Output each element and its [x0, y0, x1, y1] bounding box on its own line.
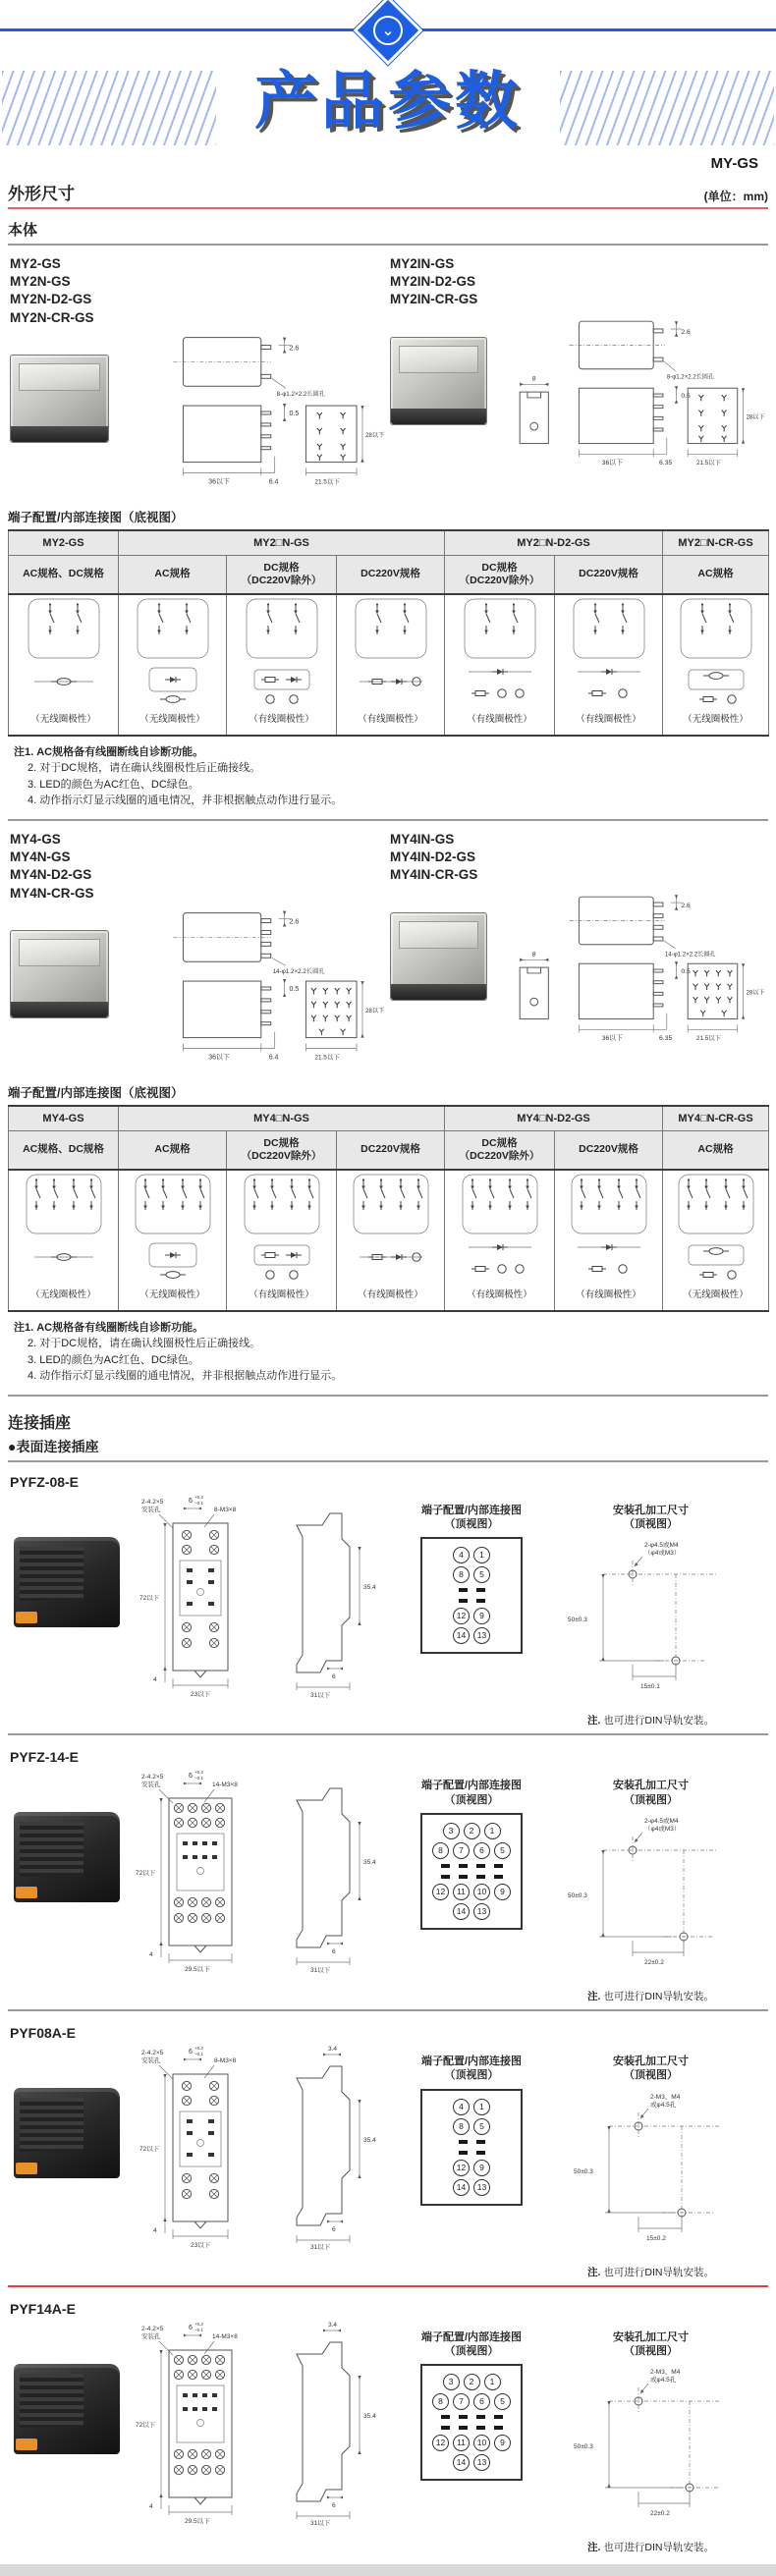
svg-text:6.4: 6.4 [268, 478, 279, 486]
svg-text:50±0.3: 50±0.3 [574, 2443, 593, 2451]
svg-text:+0.2: +0.2 [194, 2321, 203, 2327]
terminal-diagram [420, 1813, 523, 1930]
my2-dimension-drawing [113, 329, 388, 498]
terminal-number: 2 [464, 1823, 480, 1839]
pyf14ae-front-drawing [126, 2317, 273, 2528]
model-name: MY2N-GS [10, 274, 71, 290]
svg-text:31以下: 31以下 [310, 1691, 331, 1699]
my2in-model-list [388, 251, 768, 311]
svg-text:28以下: 28以下 [746, 412, 765, 420]
pyf08ae-front-drawing [126, 2041, 273, 2252]
svg-text:22±0.2: 22±0.2 [644, 1958, 664, 1966]
my4-table-caption: 端子配置/内部连接图（底视图） [8, 1085, 184, 1100]
model-name: MY2IN-CR-GS [390, 292, 478, 307]
polarity-caption: （有线圈极性） [227, 711, 337, 736]
svg-text:8-φ1.2×2.2长圆孔: 8-φ1.2×2.2长圆孔 [666, 373, 715, 381]
model-name: MY4N-D2-GS [10, 867, 92, 883]
svg-text:安装孔: 安装孔 [141, 1506, 161, 1513]
note-line: 2. 对于DC规格，请在确认线圈极性后正确接线。 [28, 762, 261, 775]
spec-header: AC规格、DC规格 [9, 555, 119, 594]
note-line: 注1. AC规格备有线圈断线自诊断功能。 [14, 1321, 204, 1334]
svg-text:2-φ4.5或M4: 2-φ4.5或M4 [644, 1542, 679, 1550]
svg-text:35.4: 35.4 [363, 1583, 376, 1591]
model-name: MY2-GS [10, 256, 61, 271]
polarity-caption: （有线圈极性） [445, 711, 555, 736]
terminal-diagram-header: 端子配置/内部连接图 （顶视图） [420, 2330, 523, 2357]
polarity-caption: （无线圈极性） [119, 711, 227, 736]
svg-text:2-M3、M4: 2-M3、M4 [650, 2369, 681, 2377]
terminal-number: 1 [473, 2099, 490, 2115]
terminal-number: 7 [453, 1842, 470, 1859]
circuit-diagram [337, 594, 445, 711]
svg-text:0.5: 0.5 [681, 967, 692, 975]
model-name: MY4-GS [10, 831, 61, 847]
svg-text:29.5以下: 29.5以下 [185, 1966, 210, 1974]
svg-text:35.4: 35.4 [363, 2412, 376, 2420]
polarity-caption: （无线圈极性） [9, 1287, 119, 1311]
svg-text:31以下: 31以下 [310, 2519, 331, 2527]
svg-text:8-M3×8: 8-M3×8 [214, 2056, 237, 2064]
my4-relay-photo [10, 930, 109, 1018]
svg-text:22±0.2: 22±0.2 [650, 2510, 670, 2518]
svg-text:6: 6 [189, 1773, 193, 1781]
terminal-number: 8 [453, 1566, 470, 1583]
model-code: MY-GS [710, 155, 758, 172]
spec-header: AC规格 [663, 555, 769, 594]
svg-text:28以下: 28以下 [746, 988, 765, 996]
circuit-diagram [119, 1170, 227, 1287]
circuit-diagram [555, 594, 663, 711]
my4in-dimension-drawing [491, 887, 768, 1056]
pyfz14e-side-drawing [273, 1765, 383, 1976]
pyfz08e-mount-drawing [560, 1535, 727, 1702]
svg-text:72以下: 72以下 [136, 1870, 156, 1878]
polarity-caption: （无线圈极性） [663, 1287, 769, 1311]
circuit-diagram [119, 594, 227, 711]
my2-model-list [8, 251, 388, 329]
relay-group-my2 [8, 251, 768, 498]
terminal-number: 5 [494, 1842, 511, 1859]
svg-text:2-4.2×5: 2-4.2×5 [141, 1498, 164, 1506]
spec-header: DC规格 （DC220V除外） [445, 555, 555, 594]
svg-text:23以下: 23以下 [191, 2241, 211, 2249]
group-header: MY2□N-CR-GS [663, 530, 769, 556]
section-sockets-title: 连接插座 [8, 1414, 72, 1432]
svg-text:6.35: 6.35 [659, 1034, 673, 1042]
svg-text:4: 4 [149, 1951, 153, 1959]
pyf14ae-mount-drawing [560, 2362, 727, 2529]
my4-model-list [8, 827, 388, 904]
svg-text:6: 6 [189, 2048, 193, 2055]
divider [8, 1733, 768, 1735]
socket-block-pyfz08e [8, 1466, 768, 1728]
din-note: 注. 也可进行DIN导轨安装。 [587, 1990, 714, 2002]
svg-text:6: 6 [332, 1672, 336, 1680]
circuit-diagram [663, 1170, 769, 1287]
pyf08ae-photo [14, 2088, 120, 2178]
terminal-number: 9 [494, 2435, 511, 2451]
model-name: MY2N-CR-GS [10, 309, 94, 325]
terminal-number: 2 [464, 2374, 480, 2390]
svg-text:0.5: 0.5 [289, 410, 300, 417]
svg-text:8: 8 [531, 950, 536, 958]
polarity-caption: （有线圈极性） [337, 1287, 445, 1311]
svg-text:2.6: 2.6 [289, 918, 300, 926]
terminal-number: 10 [473, 1884, 490, 1900]
note-line: 3. LED的颜色为AC红色、DC绿色。 [28, 1353, 199, 1366]
circuit-diagram [9, 1170, 119, 1287]
terminal-number: 3 [443, 1823, 460, 1839]
bottom-strip [0, 2564, 776, 2576]
terminal-number: 5 [494, 2393, 511, 2410]
svg-text:23以下: 23以下 [191, 1690, 211, 1698]
terminal-number: 6 [473, 1842, 490, 1859]
svg-text:28以下: 28以下 [365, 1007, 385, 1014]
terminal-number: 1 [473, 1547, 490, 1563]
svg-text:−0.1: −0.1 [194, 2327, 203, 2332]
divider-red [8, 2285, 768, 2287]
svg-text:72以下: 72以下 [139, 1594, 160, 1602]
socket-model: PYF14A-E [10, 2300, 76, 2317]
divider [8, 1395, 768, 1397]
svg-text:29.5以下: 29.5以下 [185, 2517, 210, 2525]
svg-text:3.4: 3.4 [328, 2321, 338, 2329]
pyf14ae-side-drawing [273, 2317, 383, 2528]
subsection-body-title: 本体 [8, 211, 768, 246]
terminal-diagram [420, 1537, 523, 1654]
socket-block-pyf14ae [8, 2293, 768, 2555]
model-name: MY4IN-GS [390, 831, 455, 847]
note-line: 4. 动作指示灯显示线圈的通电情况，并非根据触点动作进行显示。 [28, 1370, 343, 1383]
svg-text:36以下: 36以下 [208, 1054, 231, 1062]
polarity-caption: （有线圈极性） [555, 711, 663, 736]
svg-text:36以下: 36以下 [208, 478, 231, 486]
svg-text:14-M3×8: 14-M3×8 [212, 1781, 238, 1789]
my2in-relay-photo [390, 337, 487, 425]
my4-dimension-drawing [113, 904, 388, 1073]
section-dimensions-head [8, 180, 768, 209]
svg-text:4: 4 [149, 2502, 153, 2510]
svg-text:安装孔: 安装孔 [141, 2056, 161, 2064]
group-header: MY4-GS [9, 1106, 119, 1131]
svg-text:+0.2: +0.2 [194, 2045, 203, 2051]
group-header: MY4□N-GS [119, 1106, 445, 1131]
svg-text:50±0.3: 50±0.3 [574, 2167, 593, 2175]
divider [8, 819, 768, 821]
circuit-diagram [337, 1170, 445, 1287]
svg-text:72以下: 72以下 [136, 2421, 156, 2429]
mounting-diagram-header: 安装孔加工尺寸 （顶视图） [613, 1504, 689, 1531]
terminal-number: 9 [473, 1608, 490, 1624]
svg-text:6: 6 [332, 1948, 336, 1956]
my4-notes [14, 1320, 768, 1385]
svg-text:28以下: 28以下 [365, 431, 385, 439]
terminal-diagram [420, 2089, 523, 2206]
svg-text:+0.2: +0.2 [194, 1494, 203, 1500]
pyf08ae-mount-drawing [560, 2087, 727, 2254]
svg-text:+0.2: +0.2 [194, 1770, 203, 1776]
svg-text:14-φ1.2×2.2长圆孔: 14-φ1.2×2.2长圆孔 [665, 950, 716, 958]
svg-text:2.6: 2.6 [289, 345, 300, 353]
terminal-number: 8 [453, 2118, 470, 2135]
svg-text:31以下: 31以下 [310, 1967, 331, 1975]
polarity-caption: （有线圈极性） [555, 1287, 663, 1311]
spec-header: DC220V规格 [555, 555, 663, 594]
terminal-number: 11 [453, 2435, 470, 2451]
svg-text:（φ4或M3）: （φ4或M3） [644, 1825, 681, 1833]
polarity-caption: （有线圈极性） [337, 711, 445, 736]
socket-model: PYF08A-E [10, 2024, 76, 2041]
pyf08ae-side-drawing [273, 2041, 383, 2252]
unit-label: (单位：mm) [703, 190, 768, 203]
svg-text:21.5以下: 21.5以下 [314, 1054, 340, 1062]
circuit-diagram [227, 1170, 337, 1287]
terminal-number: 9 [494, 1884, 511, 1900]
socket-model: PYFZ-14-E [10, 1749, 80, 1766]
din-note: 注. 也可进行DIN导轨安装。 [587, 2266, 714, 2278]
pyfz08e-side-drawing [273, 1490, 383, 1701]
socket-block-pyf08ae [8, 2017, 768, 2279]
divider [8, 2009, 768, 2011]
my4-connection-table [8, 1105, 769, 1312]
terminal-number: 13 [473, 2179, 490, 2196]
svg-text:72以下: 72以下 [139, 2145, 160, 2153]
svg-text:2-φ4.5或M4: 2-φ4.5或M4 [644, 1817, 679, 1825]
terminal-diagram-header: 端子配置/内部连接图 （顶视图） [420, 1504, 523, 1531]
surface-sockets-subtitle: ●表面连接插座 [8, 1438, 99, 1454]
terminal-diagram-header: 端子配置/内部连接图 （顶视图） [420, 1780, 523, 1806]
svg-text:21.5以下: 21.5以下 [314, 478, 340, 486]
note-line: 3. LED的颜色为AC红色、DC绿色。 [28, 778, 199, 791]
svg-text:6: 6 [189, 1497, 193, 1505]
terminal-number: 13 [473, 2454, 490, 2471]
terminal-number: 4 [453, 1547, 470, 1563]
my2-relay-photo [10, 355, 109, 443]
svg-text:−0.1: −0.1 [194, 1500, 203, 1506]
my2-connection-table [8, 529, 769, 737]
svg-text:35.4: 35.4 [363, 1859, 376, 1867]
note-line: 4. 动作指示灯显示线圈的通电情况，并非根据触点动作进行显示。 [28, 795, 343, 807]
terminal-number: 14 [453, 1903, 470, 1920]
terminal-number: 12 [432, 1884, 449, 1900]
model-name: MY4IN-CR-GS [390, 867, 478, 883]
svg-text:8-M3×8: 8-M3×8 [214, 1506, 237, 1513]
svg-text:21.5以下: 21.5以下 [696, 459, 721, 466]
polarity-caption: （有线圈极性） [227, 1287, 337, 1311]
terminal-number: 8 [432, 1842, 449, 1859]
svg-text:36以下: 36以下 [601, 459, 624, 466]
svg-text:−0.1: −0.1 [194, 1776, 203, 1781]
svg-text:−0.1: −0.1 [194, 2051, 203, 2056]
terminal-number: 10 [473, 2435, 490, 2451]
model-name: MY4N-CR-GS [10, 885, 94, 901]
svg-text:21.5以下: 21.5以下 [696, 1034, 721, 1042]
spec-header: AC规格 [663, 1130, 769, 1170]
terminal-number: 1 [484, 2374, 501, 2390]
terminal-number: 11 [453, 1884, 470, 1900]
spec-header: DC规格 （DC220V除外） [445, 1130, 555, 1170]
terminal-number: 6 [473, 2393, 490, 2410]
polarity-caption: （无线圈极性） [9, 711, 119, 736]
page-header [0, 0, 776, 147]
svg-text:6: 6 [189, 2324, 193, 2331]
model-name: MY4N-GS [10, 850, 71, 865]
svg-text:50±0.3: 50±0.3 [568, 1617, 587, 1624]
terminal-number: 12 [432, 2435, 449, 2451]
mounting-diagram-header: 安装孔加工尺寸 （顶视图） [613, 2330, 689, 2357]
svg-text:50±0.3: 50±0.3 [568, 1891, 587, 1899]
group-header: MY2□N-GS [119, 530, 445, 556]
svg-text:0.5: 0.5 [289, 985, 300, 993]
circuit-diagram [555, 1170, 663, 1287]
svg-text:6.35: 6.35 [659, 459, 673, 466]
svg-text:15±0.2: 15±0.2 [646, 2234, 666, 2242]
my4in-relay-photo [390, 912, 487, 1001]
model-name: MY2IN-D2-GS [390, 274, 476, 290]
group-header: MY2□N-D2-GS [445, 530, 663, 556]
svg-text:14-M3×8: 14-M3×8 [212, 2332, 238, 2340]
circuit-diagram [9, 594, 119, 711]
svg-text:6: 6 [332, 2225, 336, 2233]
divider [8, 1460, 768, 1462]
group-header: MY2-GS [9, 530, 119, 556]
svg-text:2-4.2×5: 2-4.2×5 [141, 2325, 164, 2332]
my4in-model-list [388, 827, 768, 887]
terminal-number: 12 [453, 2160, 470, 2176]
circuit-diagram [227, 594, 337, 711]
socket-block-pyfz14e [8, 1741, 768, 2003]
terminal-diagram-header: 端子配置/内部连接图 （顶视图） [420, 2055, 523, 2082]
svg-text:2.6: 2.6 [681, 902, 692, 909]
svg-text:或φ4.5孔: 或φ4.5孔 [650, 2377, 677, 2384]
svg-text:6: 6 [332, 2501, 336, 2509]
circuit-diagram [663, 594, 769, 711]
polarity-caption: （无线圈极性） [663, 711, 769, 736]
my2in-dimension-drawing [491, 311, 768, 480]
svg-text:8: 8 [531, 375, 536, 383]
svg-text:或φ4.5孔: 或φ4.5孔 [650, 2101, 677, 2109]
relay-group-my4 [8, 827, 768, 1073]
svg-text:14-φ1.2×2.2长圆孔: 14-φ1.2×2.2长圆孔 [272, 967, 325, 975]
page-title: 产品参数 [254, 66, 522, 137]
svg-text:2-M3、M4: 2-M3、M4 [650, 2093, 681, 2101]
pyfz14e-front-drawing [126, 1765, 273, 1976]
terminal-number: 5 [473, 2118, 490, 2135]
group-header: MY4□N-D2-GS [445, 1106, 663, 1131]
svg-text:安装孔: 安装孔 [141, 2332, 161, 2340]
section-dimensions-title: 外形尺寸 [8, 185, 75, 203]
socket-model: PYFZ-08-E [10, 1473, 80, 1490]
svg-text:2-4.2×5: 2-4.2×5 [141, 2049, 164, 2056]
my2-notes [14, 744, 768, 809]
svg-text:36以下: 36以下 [601, 1034, 624, 1042]
terminal-number: 14 [453, 2179, 470, 2196]
terminal-number: 9 [473, 2160, 490, 2176]
group-header: MY4□N-CR-GS [663, 1106, 769, 1131]
svg-text:4: 4 [153, 1675, 157, 1683]
spec-header: DC220V规格 [555, 1130, 663, 1170]
terminal-number: 7 [453, 2393, 470, 2410]
svg-text:15±0.1: 15±0.1 [640, 1683, 660, 1691]
polarity-caption: （有线圈极性） [445, 1287, 555, 1311]
pyfz14e-mount-drawing [560, 1811, 727, 1978]
pyfz08e-front-drawing [126, 1490, 273, 1701]
circuit-diagram [445, 1170, 555, 1287]
terminal-diagram [420, 2364, 523, 2481]
spec-header: AC规格 [119, 555, 227, 594]
terminal-number: 14 [453, 2454, 470, 2471]
din-note: 注. 也可进行DIN导轨安装。 [587, 1715, 714, 1727]
model-name: MY4IN-D2-GS [390, 850, 476, 865]
svg-text:8-φ1.2×2.2长圆孔: 8-φ1.2×2.2长圆孔 [276, 391, 326, 399]
svg-text:安装孔: 安装孔 [141, 1781, 161, 1789]
note-line: 2. 对于DC规格，请在确认线圈极性后正确接线。 [28, 1338, 261, 1350]
terminal-number: 3 [443, 2374, 460, 2390]
svg-text:2.6: 2.6 [681, 328, 692, 336]
pyfz08e-photo [14, 1537, 120, 1627]
spec-header: DC220V规格 [337, 1130, 445, 1170]
mounting-diagram-header: 安装孔加工尺寸 （顶视图） [613, 1780, 689, 1806]
mounting-diagram-header: 安装孔加工尺寸 （顶视图） [613, 2055, 689, 2082]
model-name: MY2N-D2-GS [10, 292, 92, 307]
terminal-number: 1 [484, 1823, 501, 1839]
terminal-number: 14 [453, 1627, 470, 1644]
svg-text:0.5: 0.5 [681, 392, 692, 400]
spec-header: DC规格 （DC220V除外） [227, 1130, 337, 1170]
spec-header: DC规格 （DC220V除外） [227, 555, 337, 594]
din-note: 注. 也可进行DIN导轨安装。 [587, 2542, 714, 2554]
svg-text:2-4.2×5: 2-4.2×5 [141, 1774, 164, 1781]
chevron-down-icon: ⌄ [373, 16, 403, 45]
svg-text:6.4: 6.4 [268, 1054, 279, 1062]
svg-text:（φ4或M3）: （φ4或M3） [644, 1550, 681, 1558]
pyf14ae-photo [14, 2364, 120, 2454]
spec-header: DC220V规格 [337, 555, 445, 594]
pyfz14e-photo [14, 1812, 120, 1902]
model-name: MY2IN-GS [390, 256, 455, 271]
svg-text:3.4: 3.4 [328, 2045, 338, 2053]
spec-header: AC规格、DC规格 [9, 1130, 119, 1170]
my2-table-caption: 端子配置/内部连接图（底视图） [8, 510, 184, 524]
svg-text:4: 4 [153, 2226, 157, 2234]
terminal-number: 4 [453, 2099, 470, 2115]
terminal-number: 13 [473, 1627, 490, 1644]
terminal-number: 12 [453, 1608, 470, 1624]
spec-header: AC规格 [119, 1130, 227, 1170]
terminal-number: 5 [473, 1566, 490, 1583]
svg-text:35.4: 35.4 [363, 2136, 376, 2144]
polarity-caption: （无线圈极性） [119, 1287, 227, 1311]
terminal-number: 8 [432, 2393, 449, 2410]
circuit-diagram [445, 594, 555, 711]
svg-text:31以下: 31以下 [310, 2243, 331, 2251]
terminal-number: 13 [473, 1903, 490, 1920]
note-line: 注1. AC规格备有线圈断线自诊断功能。 [14, 745, 204, 758]
